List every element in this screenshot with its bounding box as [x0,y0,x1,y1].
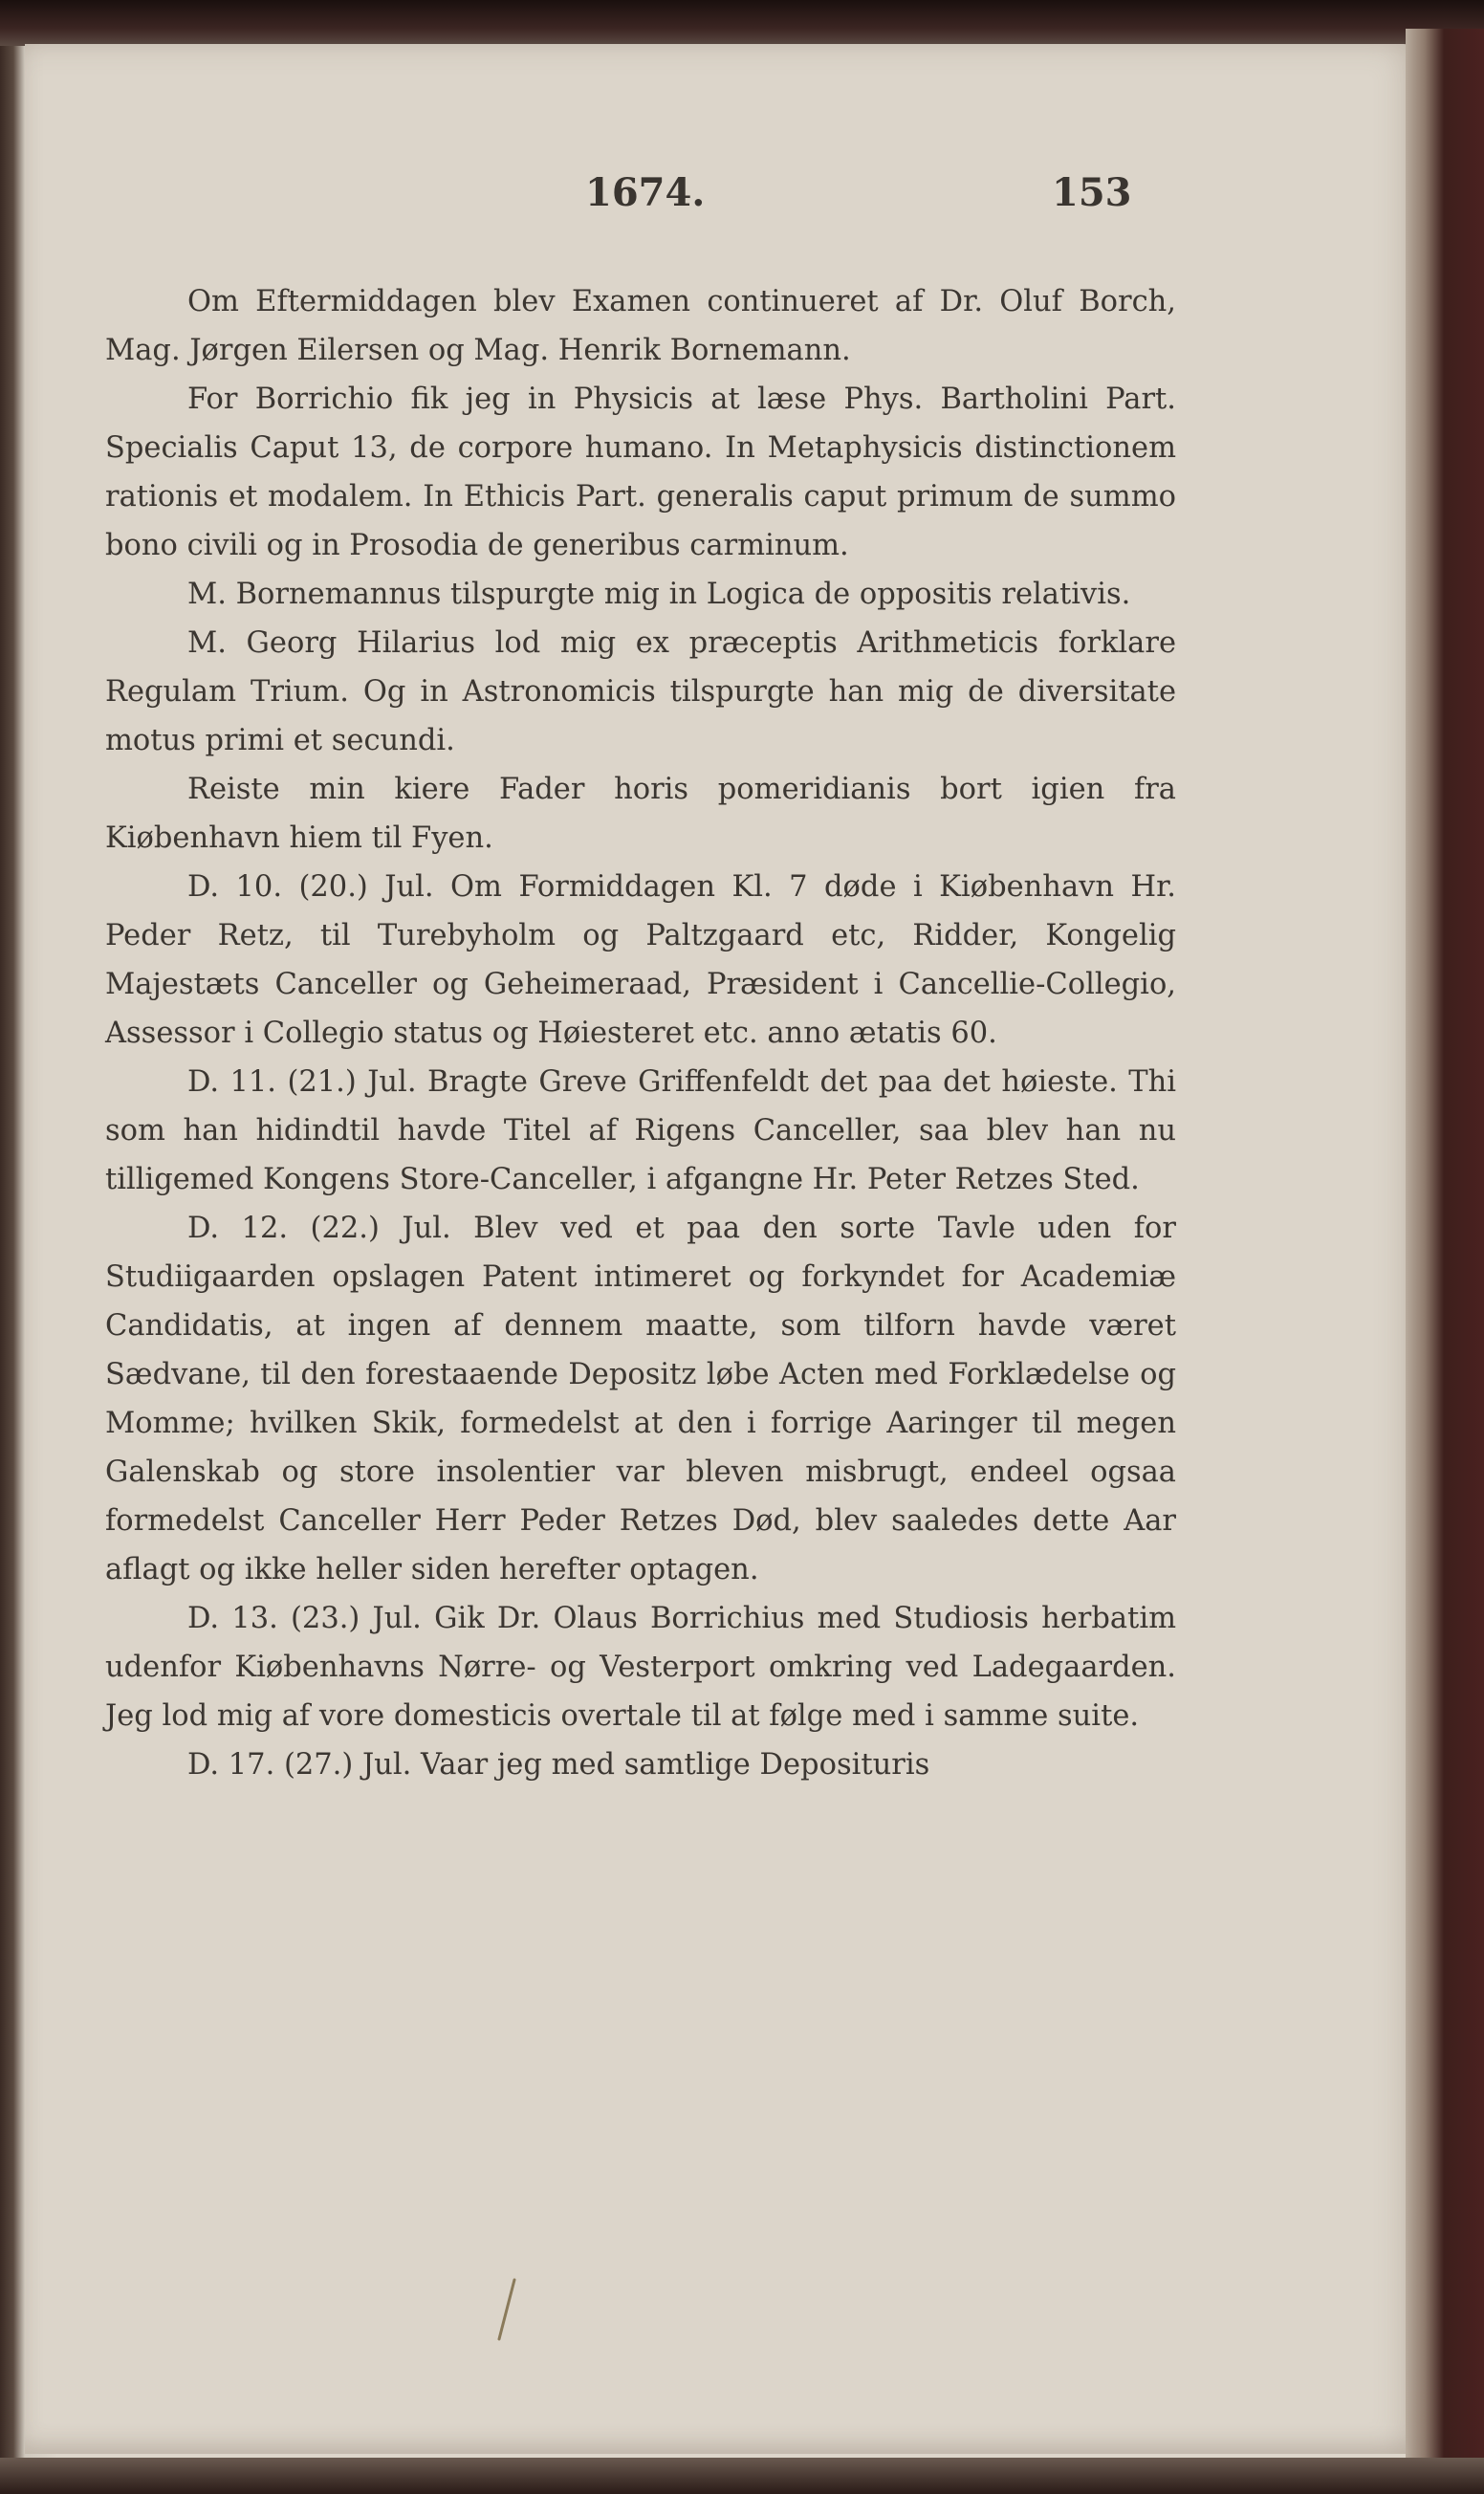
paragraph: D. 13. (23.) Jul. Gik Dr. Olaus Borrichius med Studiosis herbatim udenfor Kiøbenhavns Nørre- og Vesterport omkring ved Ladegaarden. Jeg lod mig af vore domesticis overtale til at følge med i samme suite. [105,1602,1176,1733]
pencil-mark [491,2276,520,2345]
paragraph: M. Bornemannus tilspurgte mig in Logica de oppositis relativis. [187,578,1131,611]
running-header [0,170,1484,228]
paragraph: D. 12. (22.) Jul. Blev ved et paa den sorte Tavle uden for Studiigaarden opslagen Patent intimeret og forkyndet for Academiæ Candidatis, at ingen af dennem maatte, som tilforn havde været Sædvane, til den forestaaende Depositz løbe Acten med Forklædelse og Momme; hvilken Skik, formedelst at den i forrige Aaringer til megen Galenskab og store insolentier var bleven misbrugt, endeel ogsaa formedelst Canceller Herr Peder Retzes Død, blev saaledes dette Aar aflagt og ikke heller siden herefter optagen. [105,1212,1176,1586]
paragraph: D. 10. (20.) Jul. Om Formiddagen Kl. 7 døde i Kiøbenhavn Hr. Peder Retz, til Turebyholm og Paltzgaard etc, Ridder, Kongelig Majestæts Canceller og Geheimeraad, Præsident i Cancellie-Collegio, Assessor i Collegio status og Høiesteret etc. anno ætatis 60. [105,870,1176,1050]
paragraph: For Borrichio fik jeg in Physicis at læse Phys. Bartholini Part. Specialis Caput 13, de corpore humano. In Metaphysicis distinctionem rationis et modalem. In Ethicis Part. generalis caput primum de summo bono civili og in Prosodia de generibus carminum. [105,383,1176,562]
book-right-edge [1406,29,1484,2494]
header-year: 1674. [585,170,706,215]
paragraph: Om Eftermiddagen blev Examen continueret af Dr. Oluf Borch, Mag. Jørgen Eilersen og Mag. Henrik Bornemann. [105,285,1176,367]
book-top-edge [0,0,1484,46]
paragraph: Reiste min kiere Fader horis pomeridianis bort igien fra Kiøbenhavn hiem til Fyen. [105,773,1176,855]
body-text [105,277,1176,1789]
book-bottom-edge [0,2458,1484,2494]
page-number: 153 [1052,170,1132,215]
paragraph: D. 11. (21.) Jul. Bragte Greve Griffenfeldt det paa det høieste. Thi som han hidindtil havde Titel af Rigens Canceller, saa blev han nu tilligemed Kongens Store-Canceller, i afgangne Hr. Peter Retzes Sted. [105,1065,1176,1196]
paragraph: D. 17. (27.) Jul. Vaar jeg med samtlige Deposituris [187,1748,930,1782]
paragraph: M. Georg Hilarius lod mig ex præceptis Arithmeticis forklare Regulam Trium. Og in Astronomicis tilspurgte han mig de diversitate motus primi et secundi. [105,626,1176,757]
